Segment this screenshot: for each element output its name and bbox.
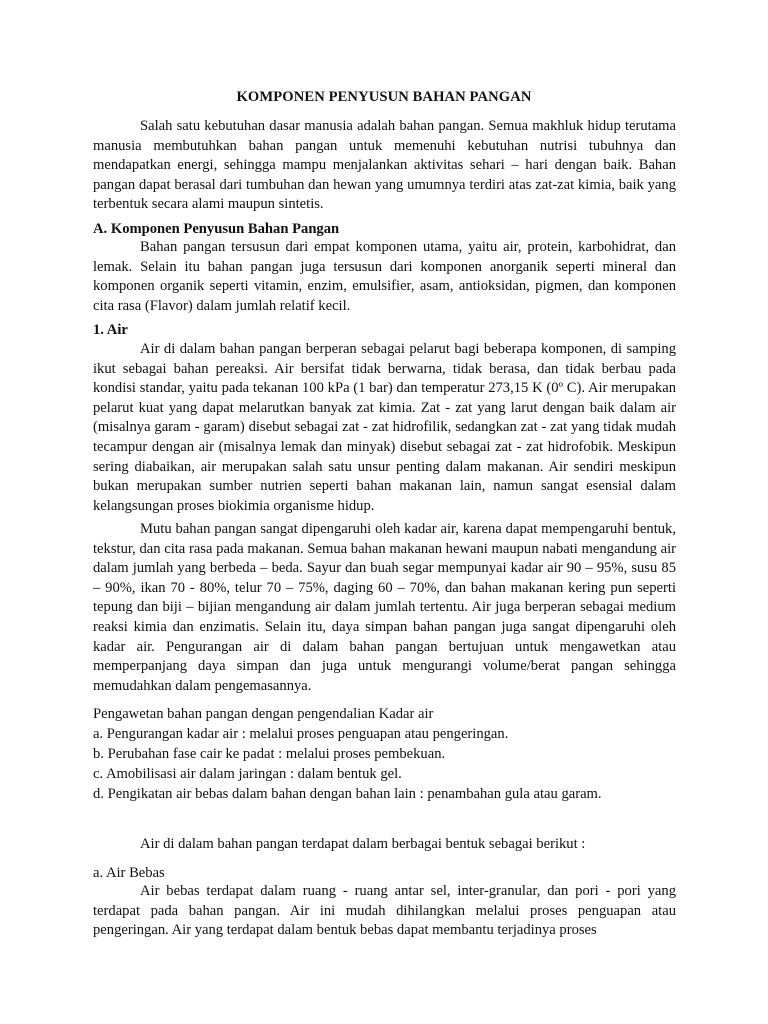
intro-paragraph: Salah satu kebutuhan dasar manusia adalah bahan pangan. Semua makhluk hidup terutama manusia membutuhkan bahan pangan untuk memenuhi kebutuhan nutrisi tubuhnya dan mendapatkan energi, sehingga mampu menjalankan aktivitas sehari – hari dengan baik. Bahan pangan dapat berasal dari tumbuhan dan hewan yang umumnya terdiri atas zat-zat kimia, baik yang terbentuk secara alami maupun sintetis. xyxy=(93,118,676,213)
air-paragraph-1: Air di dalam bahan pangan berperan sebagai pelarut bagi beberapa komponen, di samping ikut sebagai bahan pereaksi. Air bersifat tidak berwarna, tidak berasa, dan tidak berbau pada kondisi standar, yaitu pada tekanan 100 kPa (1 bar) dan temperatur 273,15 K (0º C). Air merupakan pelarut kuat yang dapat melarutkan banyak zat kimia. Zat - zat yang larut dengan baik dalam air (misalnya garam - garam) disebut sebagai zat - zat hidrofilik, sedangkan zat - zat yang tidak mudah tecampur dengan air (misalnya lemak dan minyak) disebut sebagai zat - zat hidrofobik. Meskipun sering diabaikan, air merupakan salah satu unsur penting dalam makanan. Air sendiri meskipun bukan merupakan sumber nutrien seperti bahan makanan lain, namun sangat esensial dalam kelangsungan proses biokimia organisme hidup. xyxy=(93,341,676,514)
preservation-item: b. Perubahan fase cair ke padat : melalui proses pembekuan. xyxy=(93,746,446,762)
preservation-heading: Pengawetan bahan pangan dengan pengendalian Kadar air xyxy=(93,706,434,722)
water-forms-intro: Air di dalam bahan pangan terdapat dalam berbagai bentuk sebagai berikut : xyxy=(140,836,586,852)
preservation-item: a. Pengurangan kadar air : melalui proses penguapan atau pengeringan. xyxy=(93,726,509,742)
section-a-heading: A. Komponen Penyusun Bahan Pangan xyxy=(93,221,340,237)
preservation-item: c. Amobilisasi air dalam jaringan : dalam bentuk gel. xyxy=(93,766,402,782)
section-a-paragraph: Bahan pangan tersusun dari empat komponen utama, yaitu air, protein, karbohidrat, dan lemak. Selain itu bahan pangan juga tersusun dari komponen anorganik seperti mineral dan komponen organik seperti vitamin, enzim, emulsifier, asam, antioksidan, pigmen, dan komponen cita rasa (Flavor) dalam jumlah relatif kecil. xyxy=(93,239,676,314)
air-paragraph-2: Mutu bahan pangan sangat dipengaruhi oleh kadar air, karena dapat mempengaruhi bentuk, tekstur, dan cita rasa pada makanan. Semua bahan makanan hewani maupun nabati mengandung air dalam jumlah yang berbeda – beda. Sayur dan buah segar mempunyai kadar air 90 – 95%, susu 85 – 90%, ikan 70 - 80%, telur 70 – 75%, daging 60 – 70%, dan bahan makanan kering pun seperti tepung dan biji – bijian mengandung air dalam jumlah tertentu. Air juga berperan sebagai medium reaksi kimia dan enzimatis. Selain itu, daya simpan bahan pangan juga sangat dipengaruhi oleh kadar air. Pengurangan air di dalam bahan pangan bertujuan untuk mengawetkan atau memperpanjang daya simpan dan juga untuk mengurangi volume/berat pangan sehingga memudahkan dalam pengemasannya. xyxy=(93,521,676,694)
document-title: KOMPONEN PENYUSUN BAHAN PANGAN xyxy=(236,89,532,105)
free-water-paragraph: Air bebas terdapat dalam ruang - ruang antar sel, inter-granular, dan pori - pori yang terdapat pada bahan pangan. Air ini mudah dihilangkan melalui proses penguapan atau pengeringan. Air yang terdapat dalam bentuk bebas dapat membantu terjadinya proses xyxy=(93,883,676,939)
preservation-item: d. Pengikatan air bebas dalam bahan dengan bahan lain : penambahan gula atau garam. xyxy=(93,786,602,802)
section-air-heading: 1. Air xyxy=(93,322,128,338)
free-water-heading: a. Air Bebas xyxy=(93,865,165,881)
